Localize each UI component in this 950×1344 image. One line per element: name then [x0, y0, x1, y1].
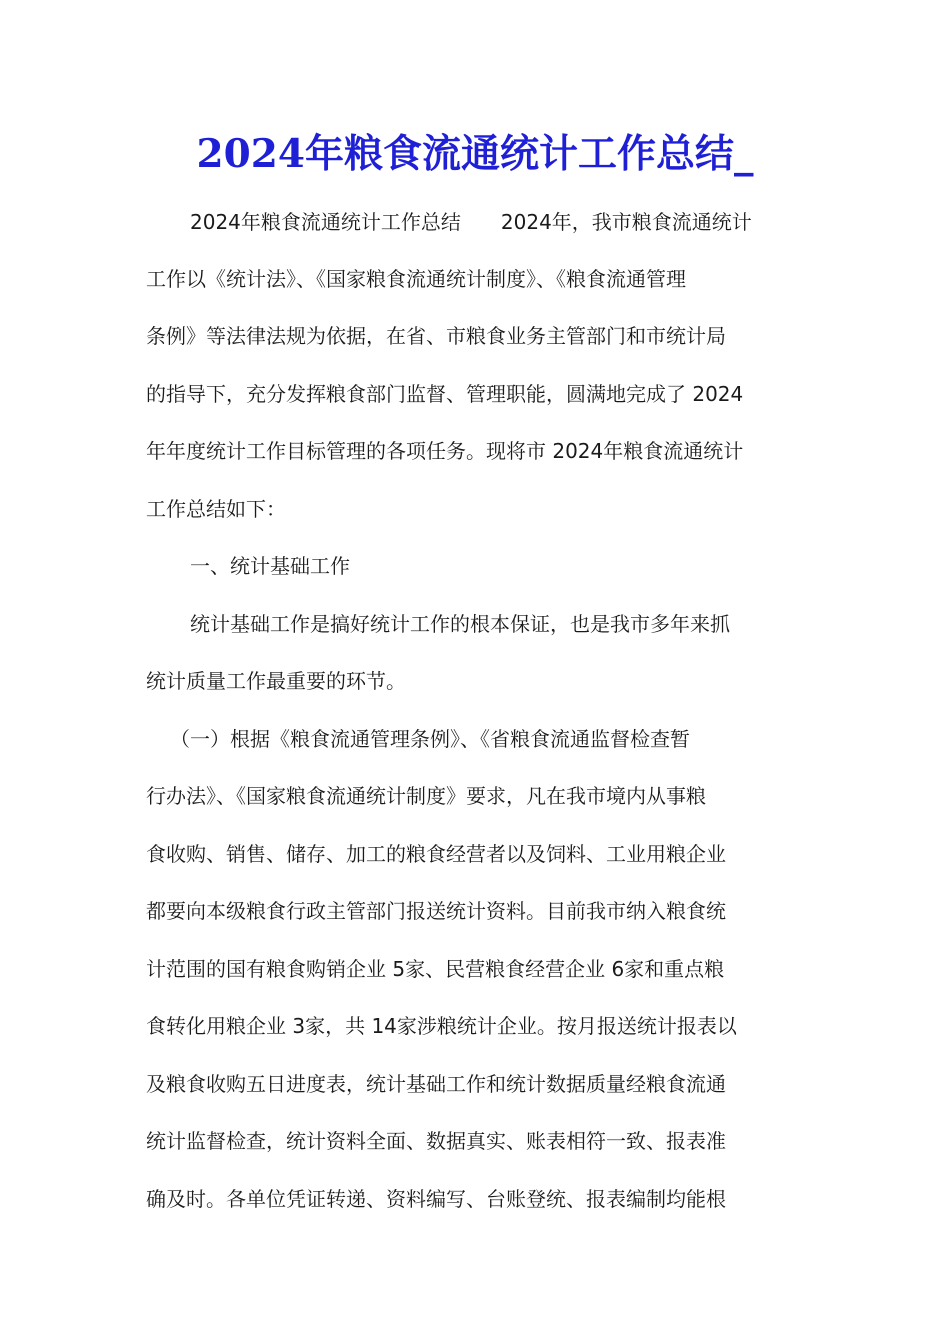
document-title: 2024年粮食流通统计工作总结_: [196, 131, 754, 177]
paragraph-line: 确及时。各单位凭证转递、资料编写、台账登统、报表编制均能根: [146, 1187, 726, 1211]
paragraph-line: 及粮食收购五日进度表，统计基础工作和统计数据质量经粮食流通: [146, 1072, 726, 1096]
section-heading: 一、统计基础工作: [190, 554, 350, 578]
paragraph-line: 都要向本级粮食行政主管部门报送统计资料。目前我市纳入粮食统: [146, 899, 726, 923]
paragraph-line: 行办法》、《国家粮食流通统计制度》要求，凡在我市境内从事粮: [146, 784, 706, 808]
paragraph-line: 工作总结如下：: [146, 497, 286, 521]
paragraph-line: 2024年粮食流通统计工作总结 2024年，我市粮食流通统计: [190, 210, 752, 234]
paragraph-line: 工作以《统计法》、《国家粮食流通统计制度》、《粮食流通管理: [146, 267, 686, 291]
paragraph-line: 统计基础工作是搞好统计工作的根本保证，也是我市多年来抓: [190, 612, 730, 636]
paragraph-line: 条例》等法律法规为依据，在省、市粮食业务主管部门和市统计局: [146, 324, 726, 348]
paragraph-line: （一）根据《粮食流通管理条例》、《省粮食流通监督检查暂: [170, 727, 690, 751]
paragraph-line: 统计质量工作最重要的环节。: [146, 669, 406, 693]
paragraph-line: 计范围的国有粮食购销企业 5家、民营粮食经营企业 6家和重点粮: [146, 957, 725, 981]
paragraph-line: 年年度统计工作目标管理的各项任务。现将市 2024年粮食流通统计: [146, 439, 744, 463]
paragraph-line: 统计监督检查，统计资料全面、数据真实、账表相符一致、报表准: [146, 1129, 726, 1153]
paragraph-line: 食转化用粮企业 3家，共 14家涉粮统计企业。按月报送统计报表以: [146, 1014, 737, 1038]
paragraph-line: 的指导下，充分发挥粮食部门监督、管理职能，圆满地完成了 2024: [146, 382, 744, 406]
paragraph-line: 食收购、销售、储存、加工的粮食经营者以及饲料、工业用粮企业: [146, 842, 726, 866]
